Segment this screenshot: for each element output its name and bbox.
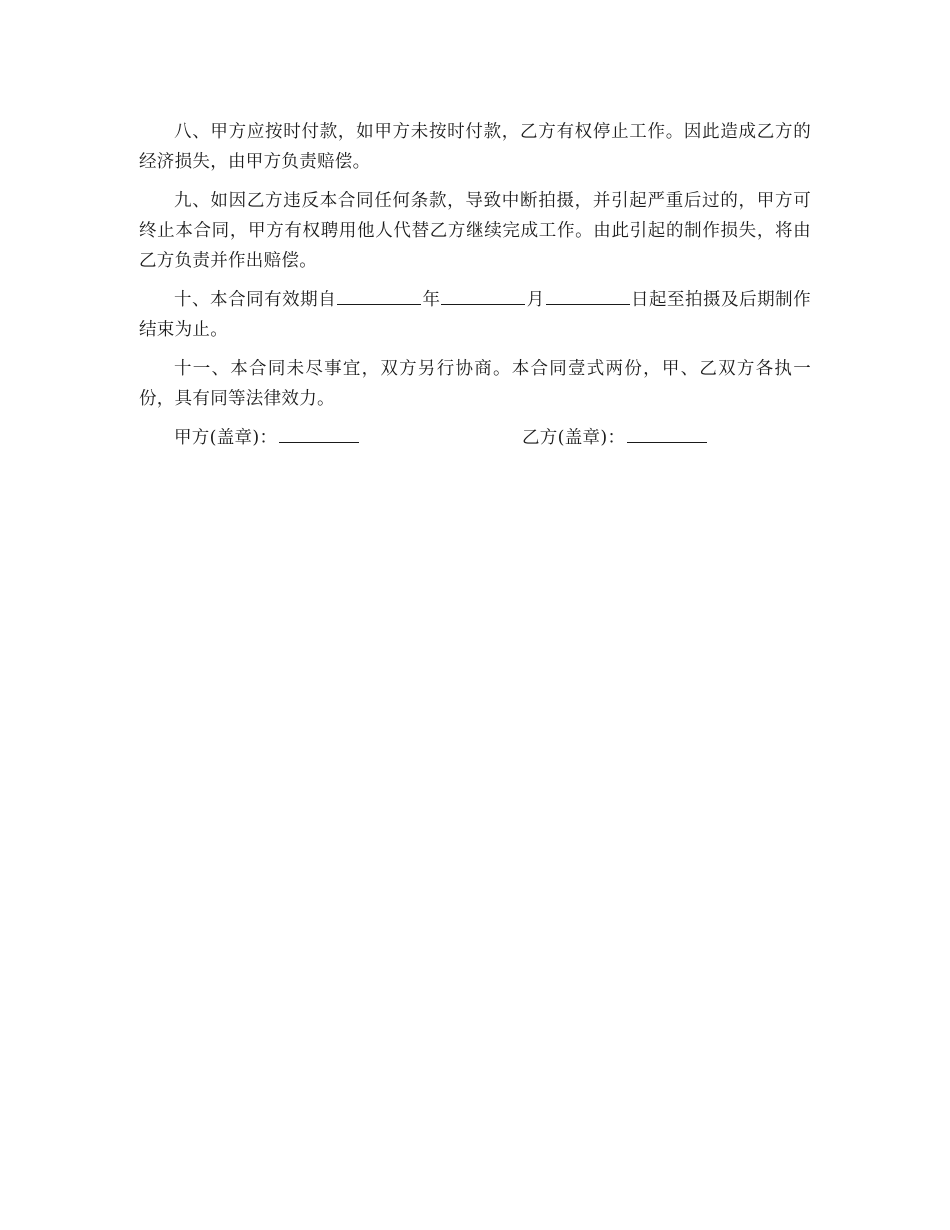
year-label: 年: [422, 290, 441, 310]
clause-10-text-end: 日起至拍摄及后期制作结束为止。: [139, 290, 811, 340]
party-a-label: 甲方(盖章)：: [174, 428, 278, 448]
start-year-blank: [337, 286, 421, 305]
clause-10-paragraph: [139, 285, 811, 345]
clause-9-paragraph: 九、如因乙方违反本合同任何条款，导致中断拍摄，并引起严重后过的，甲方可终止本合同，甲方有权聘用他人代替乙方继续完成工作。由此引起的制作损失，将由乙方负责并作出赔偿。: [139, 191, 811, 271]
party-b-signature: [522, 423, 707, 453]
clause-10-text-start: 十、本合同有效期自: [174, 290, 337, 310]
party-b-signature-blank: [627, 424, 707, 443]
start-day-blank: [546, 286, 630, 305]
month-label: 月: [526, 290, 545, 310]
clause-8-paragraph: 八、甲方应按时付款，如甲方未按时付款，乙方有权停止工作。因此造成乙方的经济损失，由甲方负责赔偿。: [139, 122, 811, 172]
party-b-label: 乙方(盖章)：: [522, 428, 626, 448]
clause-11-paragraph: 十一、本合同未尽事宜，双方另行协商。本合同壹式两份，甲、乙双方各执一份，具有同等法律效力。: [139, 359, 811, 409]
party-a-signature: [174, 423, 359, 453]
party-a-signature-blank: [279, 424, 359, 443]
signature-row: [139, 423, 811, 453]
start-month-blank: [441, 286, 525, 305]
document-body: [139, 117, 811, 453]
